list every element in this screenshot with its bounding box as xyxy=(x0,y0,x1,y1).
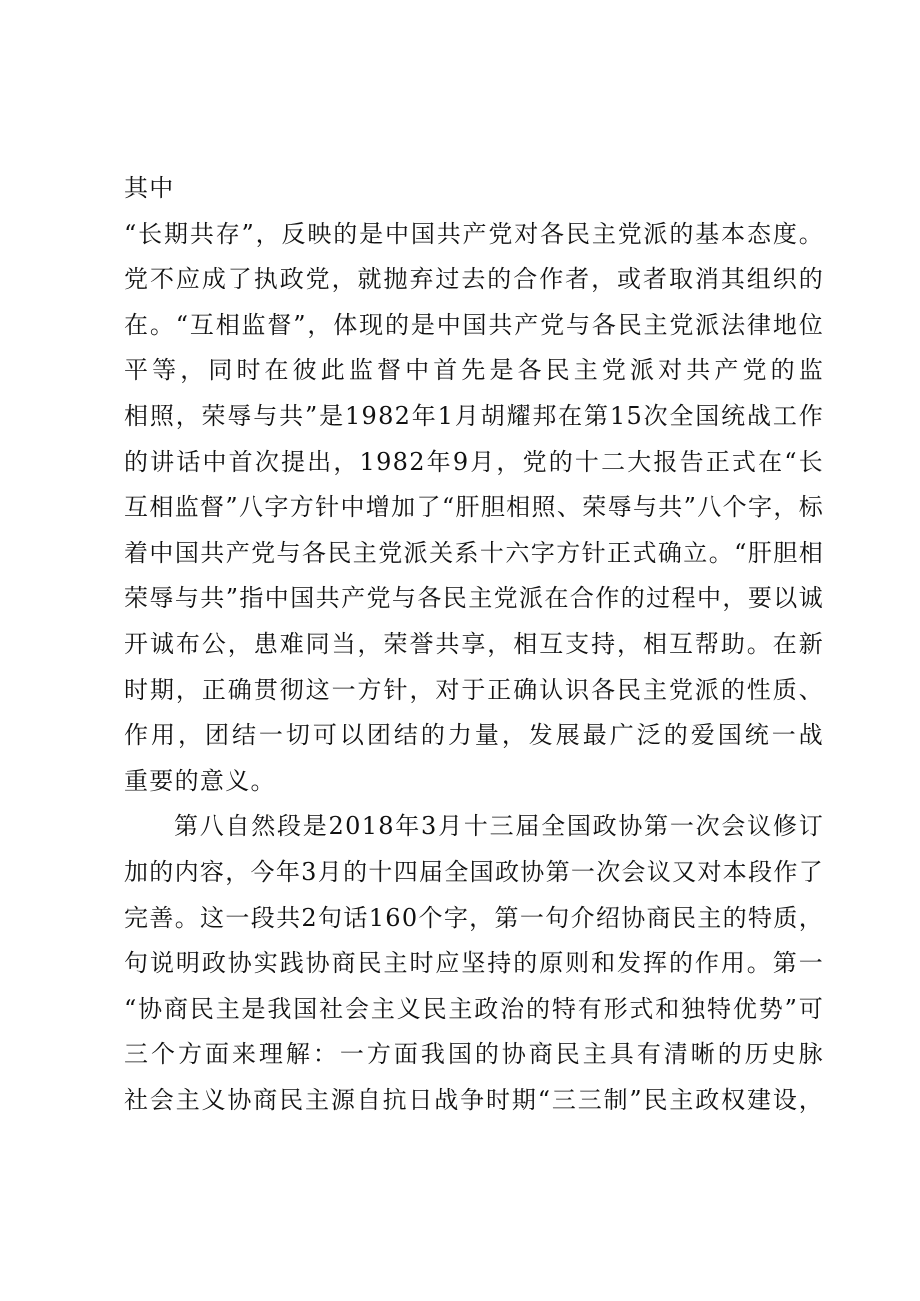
text-line: “长期共存”，反映的是中国共产党对各民主党派的基本态度。 xyxy=(124,219,824,248)
text-line: 加的内容，今年3月的十四届全国政协第一次会议又对本段作了 xyxy=(124,857,824,886)
text-line: 社会主义协商民主源自抗日战争时期“三三制”民主政权建设， xyxy=(124,1085,824,1114)
text-line: 互相监督”八字方针中增加了“肝胆相照、荣辱与共”八个字，标 xyxy=(124,493,824,522)
paragraph-first-line: 第八自然段是2018年3月十三届全国政协第一次会议修订 xyxy=(174,812,824,841)
text-line: 平等，同时在彼此监督中首先是各民主党派对共产党的监 xyxy=(124,356,824,385)
text-line: 其中 xyxy=(124,174,175,202)
text-line: 三个方面来理解：一方面我国的协商民主具有清晰的历史脉 xyxy=(124,1040,824,1069)
text-line: 着中国共产党与各民主党派关系十六字方针正式确立。“肝胆相 xyxy=(124,538,824,567)
text-line: 时期，正确贯彻这一方针，对于正确认识各民主党派的性质、 xyxy=(124,675,824,704)
text-line: 在。“互相监督”，体现的是中国共产党与各民主党派法律地位 xyxy=(124,310,824,339)
text-line: 开诚布公，患难同当，荣誉共享，相互支持，相互帮助。在新 xyxy=(124,629,824,658)
text-line: 作用，团结一切可以团结的力量，发展最广泛的爱国统一战 xyxy=(124,721,824,750)
text-line: 的讲话中首次提出，1982年9月，党的十二大报告正式在“长 xyxy=(124,447,824,476)
text-line: 完善。这一段共2句话160个字，第一句介绍协商民主的特质， xyxy=(124,903,824,932)
text-line: 荣辱与共”指中国共产党与各民主党派在合作的过程中，要以诚 xyxy=(124,584,824,613)
text-line: 相照，荣辱与共”是1982年1月胡耀邦在第15次全国统战工作 xyxy=(124,401,824,430)
body-text xyxy=(124,166,824,1123)
text-line: 重要的意义。 xyxy=(124,766,276,795)
text-line: 句说明政协实践协商民主时应坚持的原则和发挥的作用。第一 xyxy=(124,949,824,978)
text-line: “协商民主是我国社会主义民主政治的特有形式和独特优势”可 xyxy=(124,994,824,1023)
text-line: 党不应成了执政党，就抛弃过去的合作者，或者取消其组织的 xyxy=(124,265,824,294)
